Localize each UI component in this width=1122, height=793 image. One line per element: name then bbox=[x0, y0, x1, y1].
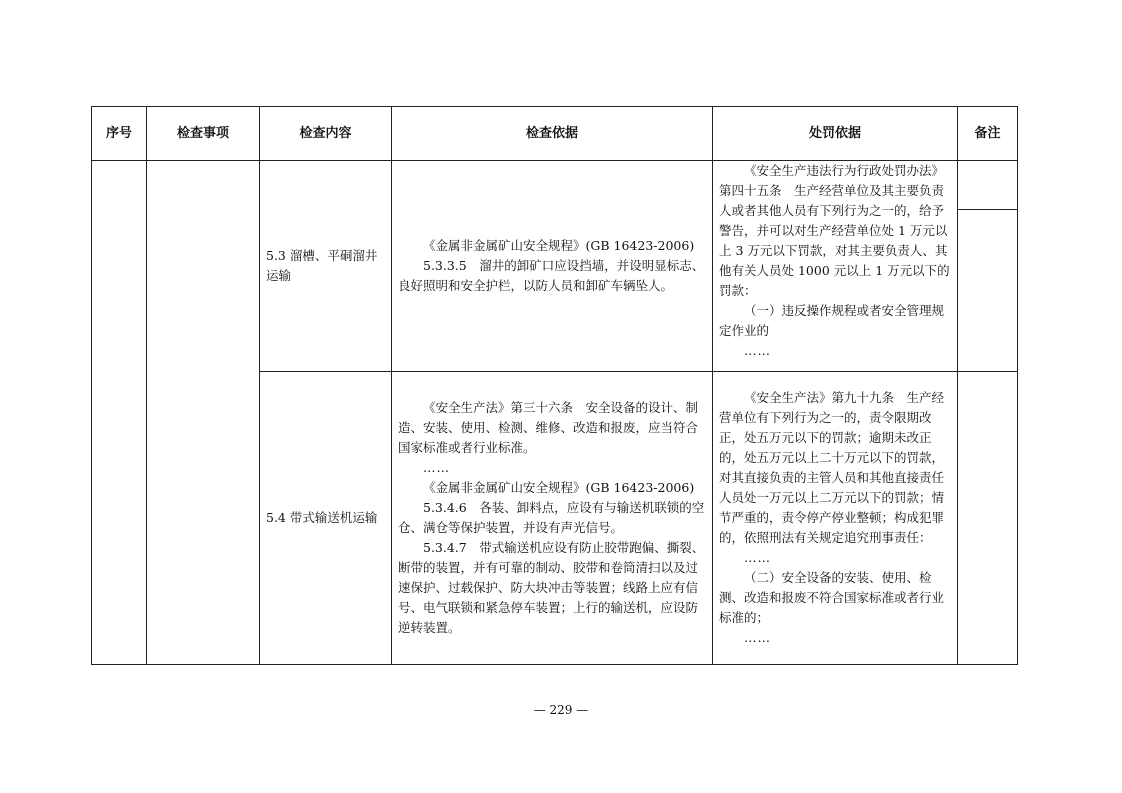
table-header-row bbox=[92, 107, 1018, 161]
inspection-item-cell bbox=[147, 161, 260, 665]
basis-ellipsis: …… bbox=[423, 460, 450, 475]
basis-paragraph: 5.3.4.7 带式输送机应设有防止胶带跑偏、撕裂、断带的装置，并有可靠的制动、胶带和卷筒清扫以及过速保护、过载保护、防大块冲击等装置；线路上应有信号、电气联锁和紧急停车装置；上行的输送机，应设防逆转装置。 bbox=[398, 540, 705, 635]
basis-paragraph: 5.3.3.5 溜井的卸矿口应设挡墙，并设明显标志、良好照明和安全护栏，以防人员和卸矿车辆坠人。 bbox=[398, 258, 705, 293]
header-penalty-basis: 处罚依据 bbox=[713, 107, 958, 161]
inspection-basis-cell bbox=[392, 161, 713, 372]
penalty-paragraph: 《安全生产违法行为行政处罚办法》第四十五条 生产经营单位及其主要负责人或者其他人员有下列行为之一的，给予警告，并可以对生产经营单位处 1 万元以上 3 万元以下罚款，对其主要负责人、其他有关人员处 1000 元以上 1 万元以下的罚款： bbox=[719, 163, 950, 298]
header-inspection-content: 检查内容 bbox=[260, 107, 392, 161]
basis-paragraph: 《金属非金属矿山安全规程》(GB 16423-2006) bbox=[423, 238, 695, 253]
basis-paragraph: 《安全生产法》第三十六条 安全设备的设计、制造、安装、使用、检测、维修、改造和报废，应当符合国家标准或者行业标准。 bbox=[398, 400, 699, 455]
notes-cell bbox=[958, 161, 1018, 372]
penalty-paragraph: （二）安全设备的安装、使用、检测、改造和报废不符合国家标准或者行业标准的； bbox=[719, 570, 945, 625]
table-row bbox=[92, 161, 1018, 372]
inspection-table bbox=[91, 106, 1018, 665]
page-number: — 229 — bbox=[533, 703, 589, 717]
penalty-paragraph: （一）违反操作规程或者安全管理规定作业的 bbox=[719, 303, 945, 338]
header-notes: 备注 bbox=[958, 107, 1018, 161]
penalty-ellipsis: …… bbox=[744, 550, 771, 565]
basis-paragraph: 《金属非金属矿山安全规程》(GB 16423-2006) bbox=[423, 480, 695, 495]
notes-subcell bbox=[958, 161, 1017, 210]
notes-split bbox=[958, 161, 1017, 371]
penalty-basis-cell bbox=[713, 161, 958, 372]
inspection-content-cell bbox=[260, 372, 392, 665]
notes-cell bbox=[958, 372, 1018, 665]
basis-paragraph: 5.3.4.6 各装、卸料点，应设有与输送机联锁的空仓、满仓等保护装置，并设有声光信号。 bbox=[398, 500, 705, 535]
serial-number-cell bbox=[92, 161, 147, 665]
inspection-basis-cell bbox=[392, 372, 713, 665]
header-serial-number: 序号 bbox=[92, 107, 147, 161]
inspection-content-text: 5.3 溜槽、平硐溜井运输 bbox=[266, 248, 378, 283]
penalty-ellipsis: …… bbox=[744, 343, 771, 358]
penalty-ellipsis: …… bbox=[744, 630, 771, 645]
inspection-content-text: 5.4 带式输送机运输 bbox=[266, 510, 378, 525]
notes-subcell bbox=[958, 210, 1017, 371]
inspection-content-cell bbox=[260, 161, 392, 372]
penalty-paragraph: 《安全生产法》第九十九条 生产经营单位有下列行为之一的，责令限期改正，处五万元以下的罚款；逾期未改正的，处五万元以上二十万元以下的罚款，对其直接负责的主管人员和其他直接责任人员处一万元以上二万元以下的罚款；情节严重的，责令停产停业整顿；构成犯罪的，依照刑法有关规定追究刑事责任： bbox=[719, 390, 945, 545]
header-inspection-basis: 检查依据 bbox=[392, 107, 713, 161]
penalty-basis-cell bbox=[713, 372, 958, 665]
header-inspection-item: 检查事项 bbox=[147, 107, 260, 161]
